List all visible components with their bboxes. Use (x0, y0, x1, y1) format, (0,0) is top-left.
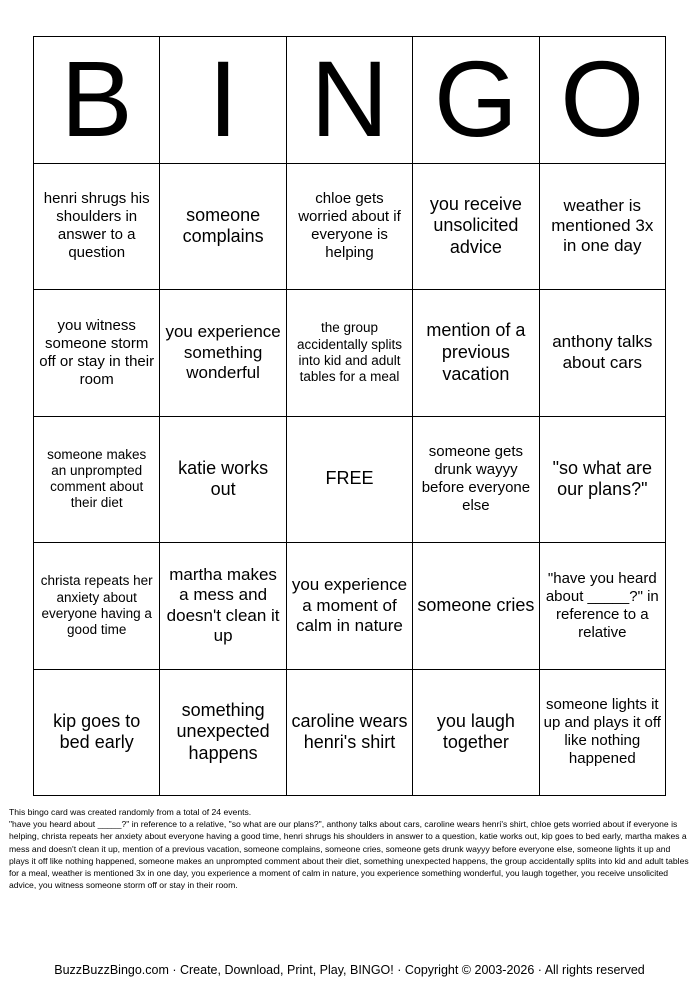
bingo-square: katie works out (160, 417, 286, 544)
bingo-card (33, 36, 666, 796)
card-info (9, 806, 691, 891)
bingo-square: someone lights it up and plays it off like nothing happened (540, 670, 666, 797)
bingo-square: henri shrugs his shoulders in answer to a question (34, 164, 160, 291)
bingo-square: weather is mentioned 3x in one day (540, 164, 666, 291)
bingo-square: "so what are our plans?" (540, 417, 666, 544)
bingo-square: you witness someone storm off or stay in their room (34, 290, 160, 417)
card-info-intro: This bingo card was created randomly from a total of 24 events. (9, 807, 252, 817)
bingo-square: the group accidentally splits into kid and adult tables for a meal (287, 290, 413, 417)
header-letter-b: B (34, 37, 160, 164)
bingo-square: someone cries (413, 543, 539, 670)
bingo-square: someone gets drunk wayyy before everyone else (413, 417, 539, 544)
header-letter-n: N (287, 37, 413, 164)
card-info-events: "have you heard about _____?" in reference to a relative, "so what are our plans?", anthony talks about cars, caroline wears henri's shirt, chloe gets worried about if everyone is helping, christa repeats her anxiety about everyone having a good time, henri shrugs his shoulders in answer to a question, katie works out, kip goes to bed early, martha makes a mess and doesn't clean it up, mention of a previous vacation, someone complains, someone cries, someone gets drunk wayyy before everyone else, someone lights it up and plays it off like nothing happened, someone makes an unprompted comment about their diet, something unexpected happens, the group accidentally splits into kid and adult tables for a meal, weather is mentioned 3x in one day, you experience a moment of calm in nature, you experience something wonderful, you laugh together, you receive unsolicited advice, you witness someone storm off or stay in their room. (9, 819, 689, 891)
bingo-square: you receive unsolicited advice (413, 164, 539, 291)
header-letter-g: G (413, 37, 539, 164)
bingo-square-free: FREE (287, 417, 413, 544)
bingo-square: kip goes to bed early (34, 670, 160, 797)
header-letter-o: O (540, 37, 666, 164)
header-letter-i: I (160, 37, 286, 164)
footer-credit: BuzzBuzzBingo.com · Create, Download, Print, Play, BINGO! · Copyright © 2003-2026 · All rights reserved (54, 963, 645, 977)
bingo-square: christa repeats her anxiety about everyone having a good time (34, 543, 160, 670)
bingo-square: martha makes a mess and doesn't clean it up (160, 543, 286, 670)
bingo-square: "have you heard about _____?" in reference to a relative (540, 543, 666, 670)
bingo-square: someone complains (160, 164, 286, 291)
bingo-square: someone makes an unprompted comment about their diet (34, 417, 160, 544)
bingo-square: you experience something wonderful (160, 290, 286, 417)
bingo-square: something unexpected happens (160, 670, 286, 797)
bingo-square: you laugh together (413, 670, 539, 797)
bingo-square: chloe gets worried about if everyone is helping (287, 164, 413, 291)
bingo-square: anthony talks about cars (540, 290, 666, 417)
bingo-square: caroline wears henri's shirt (287, 670, 413, 797)
bingo-square: mention of a previous vacation (413, 290, 539, 417)
bingo-square: you experience a moment of calm in nature (287, 543, 413, 670)
